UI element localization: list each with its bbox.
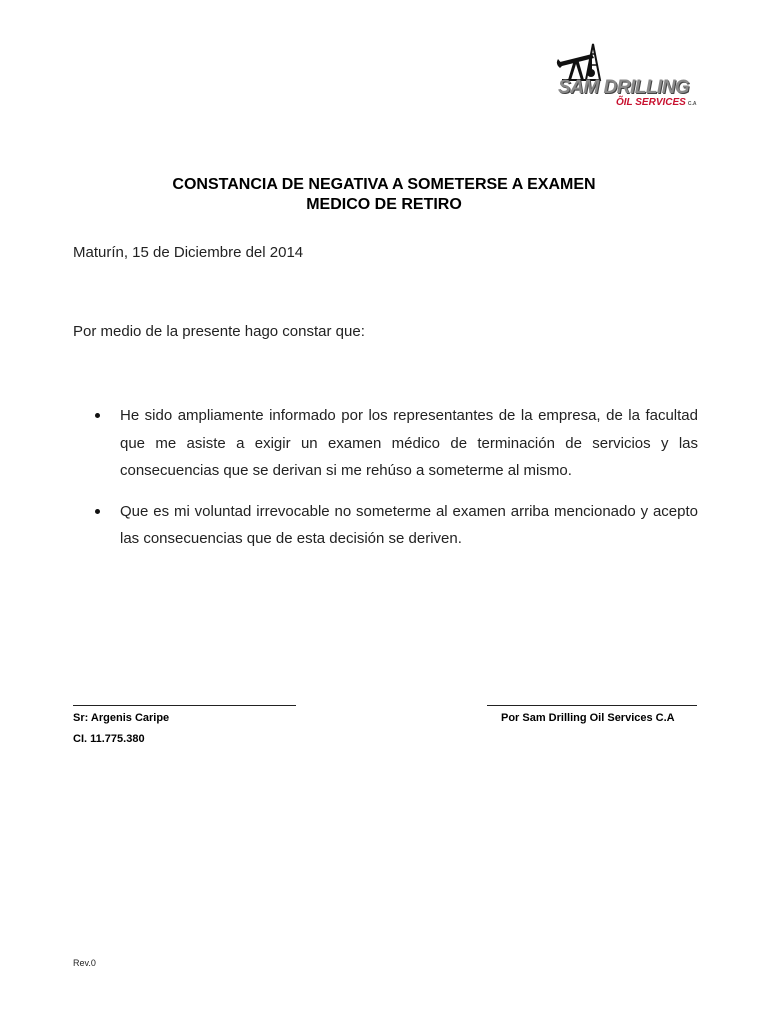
date-line: Maturín, 15 de Diciembre del 2014: [73, 244, 304, 261]
logo-text-sub: [616, 97, 696, 110]
list-item: [95, 402, 698, 485]
statement-list: [95, 402, 698, 566]
signature-line-right: [487, 705, 697, 706]
list-item-text: He sido ampliamente informado por los representantes de la empresa, de la facultad que me asiste a exigir un examen médico de terminación de servicios y las consecuencias que se derivan si me rehúso a someterme al mismo.: [120, 407, 698, 479]
list-item: [95, 498, 698, 553]
company-signer: Por Sam Drilling Oil Services C.A: [501, 712, 675, 724]
signer-name: Sr: Argenis Caripe: [73, 712, 170, 724]
bullet-icon: [95, 509, 100, 514]
signature-line-left: [73, 705, 296, 706]
logo-suffix: C.A: [687, 101, 697, 107]
signer-id: CI. 11.775.380: [73, 733, 145, 745]
title-line-2: MEDICO DE RETIRO: [306, 196, 462, 213]
logo-text-services: ÕIL SERVICES: [616, 97, 686, 108]
title-line-1: CONSTANCIA DE NEGATIVA A SOMETERSE A EXAMEN: [172, 176, 596, 193]
list-item-text: Que es mi voluntad irrevocable no someterme al examen arriba mencionado y acepto las consecuencias que de esta decisión se deriven.: [120, 502, 698, 547]
revision-label: Rev.0: [73, 958, 96, 968]
document-title: [60, 175, 708, 215]
bullet-icon: [95, 413, 100, 418]
logo-text-main: SAM DRILLING: [558, 77, 690, 98]
company-logo: [556, 40, 706, 112]
intro-paragraph: Por medio de la presente hago constar que:: [73, 323, 365, 340]
